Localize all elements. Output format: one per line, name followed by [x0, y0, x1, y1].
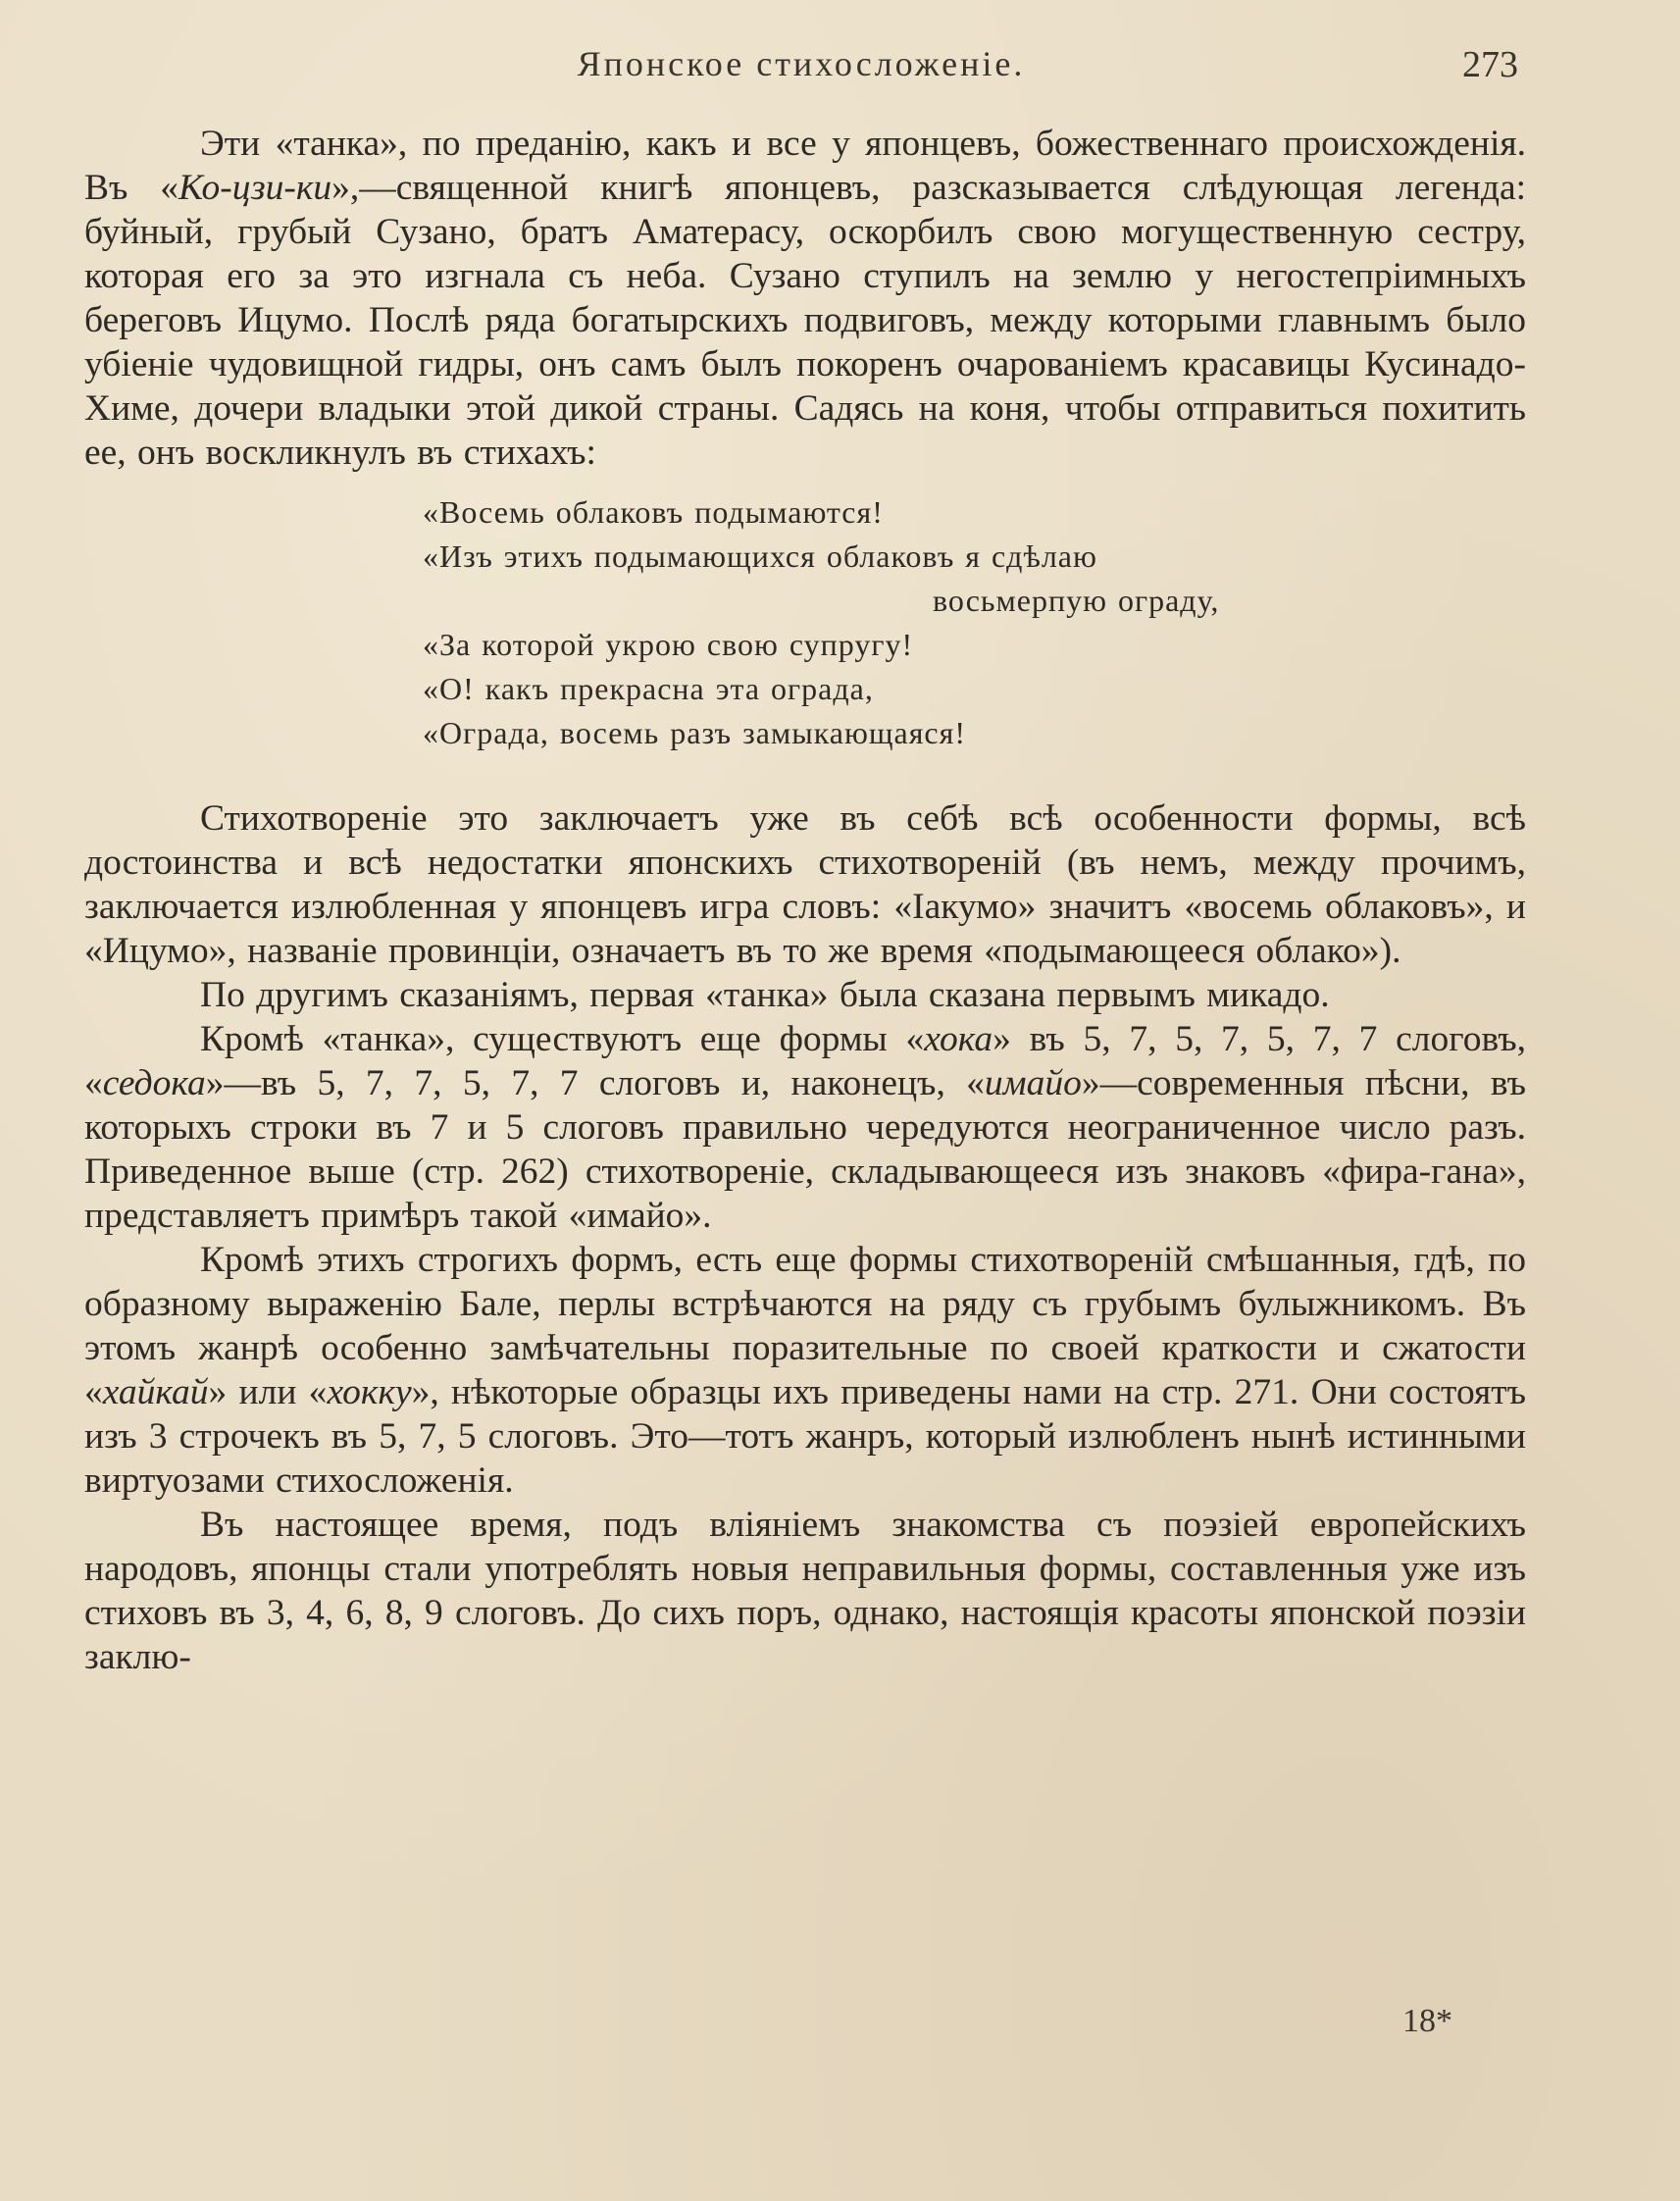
text-run: », нѣкоторые образцы ихъ приведены нами на стр. 271. Они состоятъ изъ 3 строчекъ въ 5, 7, 5 слоговъ. Это—тотъ жанръ, который излюбленъ нынѣ истинными виртуозами стихосложенія. [84, 1372, 1527, 1501]
italic-term: седока [102, 1063, 206, 1103]
paragraph-5 [84, 1238, 1526, 1503]
text-run: » въ 5, 7, 5, 7, 5, 7, 7 слоговъ, « [84, 1019, 1526, 1103]
italic-term: имайо [984, 1063, 1082, 1103]
page-header [84, 43, 1518, 102]
text-run: Кромѣ этихъ строгихъ формъ, есть еще формы стихотвореній смѣшанныя, гдѣ, по образному выраженію Бале, перлы встрѣчаются на ряду съ грубымъ булыжникомъ. Въ этомъ жанрѣ особенно замѣчательны поразительные по своей краткости и сжатости « [84, 1240, 1526, 1412]
paragraph-3: По другимъ сказаніямъ, первая «танка» была сказана первымъ микадо. [200, 975, 1330, 1015]
page-number: 273 [1462, 44, 1518, 85]
paragraph-2: Стихотвореніе это заключаетъ уже въ себѣ всѣ особенности формы, всѣ достоинства и всѣ недостатки японскихъ стихотвореній (въ немъ, между прочимъ, заключается излюбленная у японцевъ игра словъ: «Іакумо» значитъ «восемь облаковъ», и «Ицумо», названіе провинціи, означаетъ въ то же время «подымающееся облако»). [84, 798, 1526, 971]
verse-line-continuation: восьмерпую ограду, [933, 583, 1220, 618]
italic-title: Ко-цзи-ки [178, 168, 332, 208]
text-run: »—современныя пѣсни, въ которыхъ строки въ 7 и 5 слоговъ правильно чередуются неограниченное число разъ. Приведенное выше (стр. 262) стихотвореніе, складывающееся изъ знаковъ «фира-гана», представляетъ примѣръ такой «имайо». [84, 1063, 1526, 1236]
text-run: Эти «танка», по преданію, какъ и все у японцевъ, божественнаго происхожденія. Въ « [84, 124, 1526, 208]
verse-block [84, 490, 1526, 755]
signature-mark: 18* [1402, 2003, 1452, 2039]
verse-line: «Изъ этихъ подымающихся облаковъ я сдѣлаю [423, 538, 1097, 574]
paragraph-1 [84, 122, 1526, 475]
main-text [84, 122, 1526, 1679]
text-run: »,—священной книгѣ японцевъ, разсказывается слѣдующая легенда: буйный, грубый Сузано, братъ Аматерасу, оскорбилъ свою могущественную сестру, которая его за это изгнала съ неба. Сузано ступилъ на землю у негостепріимныхъ береговъ Ицумо. Послѣ ряда богатырскихъ подвиговъ, между которыми главнымъ было убіеніе чудовищной гидры, онъ самъ былъ покоренъ очарованіемъ красавицы Кусинадо-Химе, дочери владыки этой дикой страны. Садясь на коня, чтобы отправиться похитить ее, онъ воскликнулъ въ стихахъ: [84, 168, 1527, 473]
verse-line: «О! какъ прекрасна эта ограда, [423, 671, 874, 706]
text-run: Кромѣ «танка», существуютъ еще формы « [200, 1019, 925, 1059]
italic-term: хокку [327, 1372, 412, 1412]
paragraph-6: Въ настоящее время, подъ вліяніемъ знакомства съ поэзіей европейскихъ народовъ, японцы стали употреблять новыя неправильныя формы, составленныя уже изъ стиховъ въ 3, 4, 6, 8, 9 слоговъ. До сихъ поръ, однако, настоящія красоты японской поэзіи заклю- [84, 1505, 1526, 1677]
italic-term: хока [924, 1019, 993, 1059]
italic-term: хайкай [102, 1372, 209, 1412]
verse-line: «Ограда, восемь разъ замыкающаяся! [423, 715, 966, 750]
text-run: » или « [208, 1372, 328, 1412]
text-run: »—въ 5, 7, 7, 5, 7, 7 слоговъ и, наконецъ, « [205, 1063, 985, 1103]
verse-line: «Восемь облаковъ подымаются! [423, 494, 884, 530]
paragraph-4 [84, 1017, 1526, 1238]
verse-line: «За которой укрою свою супругу! [423, 627, 914, 662]
running-title: Японское стихосложеніе. [577, 44, 1026, 83]
